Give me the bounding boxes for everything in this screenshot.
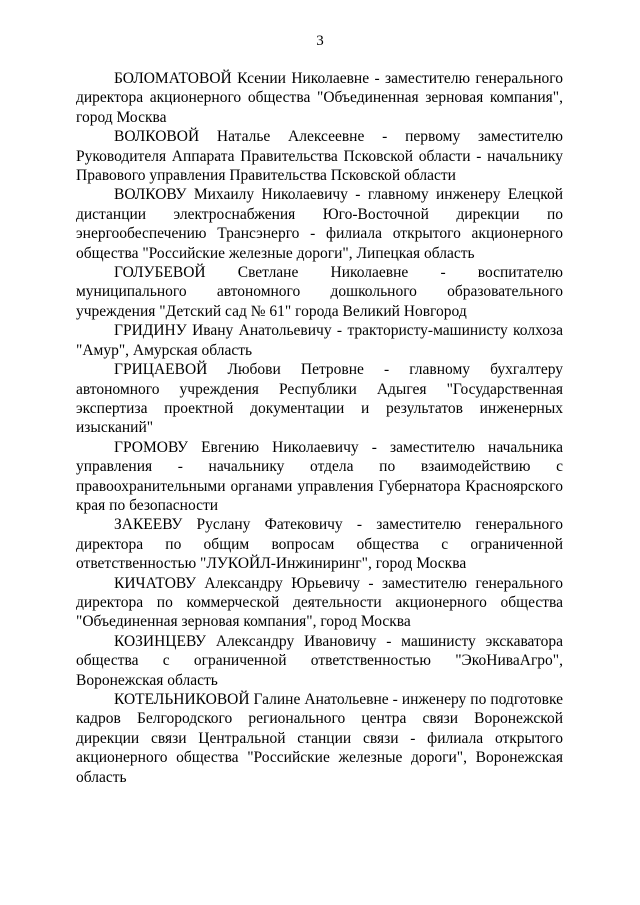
list-item: КОТЕЛЬНИКОВОЙ Галине Анатольевне - инженеру по подготовке кадров Белгородского регионального центра связи Воронежской дирекции связи Центральной станции связи - филиала открытого акционерного общества "Российские железные дороги", Воронежская область [76,691,563,786]
list-item: БОЛОМАТОВОЙ Ксении Николаевне - заместителю генерального директора акционерного общества "Объединенная зерновая компания", город Москва [76,70,563,126]
award-list [76,69,563,787]
list-item: ЗАКЕЕВУ Руслану Фатековичу - заместителю генерального директора по общим вопросам общества с ограниченной ответственностью "ЛУКОЙЛ-Инжиниринг", город Москва [76,516,563,573]
list-item: ВОЛКОВУ Михаилу Николаевичу - главному инженеру Елецкой дистанции электроснабжения Юго-Восточной дирекции по энергообеспечению Трансэнерго - филиала открытого акционерного общества "Российские железные дороги", Липецкая область [76,186,563,262]
list-item: ВОЛКОВОЙ Наталье Алексеевне - первому заместителю Руководителя Аппарата Правительства Псковской области - начальнику Правового управления Правительства Псковской области [76,128,563,185]
list-item: КИЧАТОВУ Александру Юрьевичу - заместителю генерального директора по коммерческой деятельности акционерного общества "Объединенная зерновая компания", город Москва [76,574,563,631]
list-item: КОЗИНЦЕВУ Александру Ивановичу - машинисту экскаватора общества с ограниченной ответственностью "ЭкоНиваАгро", Воронежская область [76,632,563,689]
page-number: 3 [316,33,324,49]
list-item: ГОЛУБЕВОЙ Светлане Николаевне - воспитателю муниципального автономного дошкольного образовательного учреждения "Детский сад № 61" города Великий Новгород [76,264,563,320]
list-item: ГРИДИНУ Ивану Анатольевичу - трактористу-машинисту колхоза "Амур", Амурская область [76,322,563,359]
list-item: ГРИЦАЕВОЙ Любови Петровне - главному бухгалтеру автономного учреждения Республики Адыгея "Государственная экспертиза проектной документации и результатов инженерных изысканий" [76,361,563,437]
list-item: ГРОМОВУ Евгению Николаевичу - заместителю начальника управления - начальнику отдела по взаимодействию с правоохранительными органами управления Губернатора Красноярского края по безопасности [76,438,563,514]
